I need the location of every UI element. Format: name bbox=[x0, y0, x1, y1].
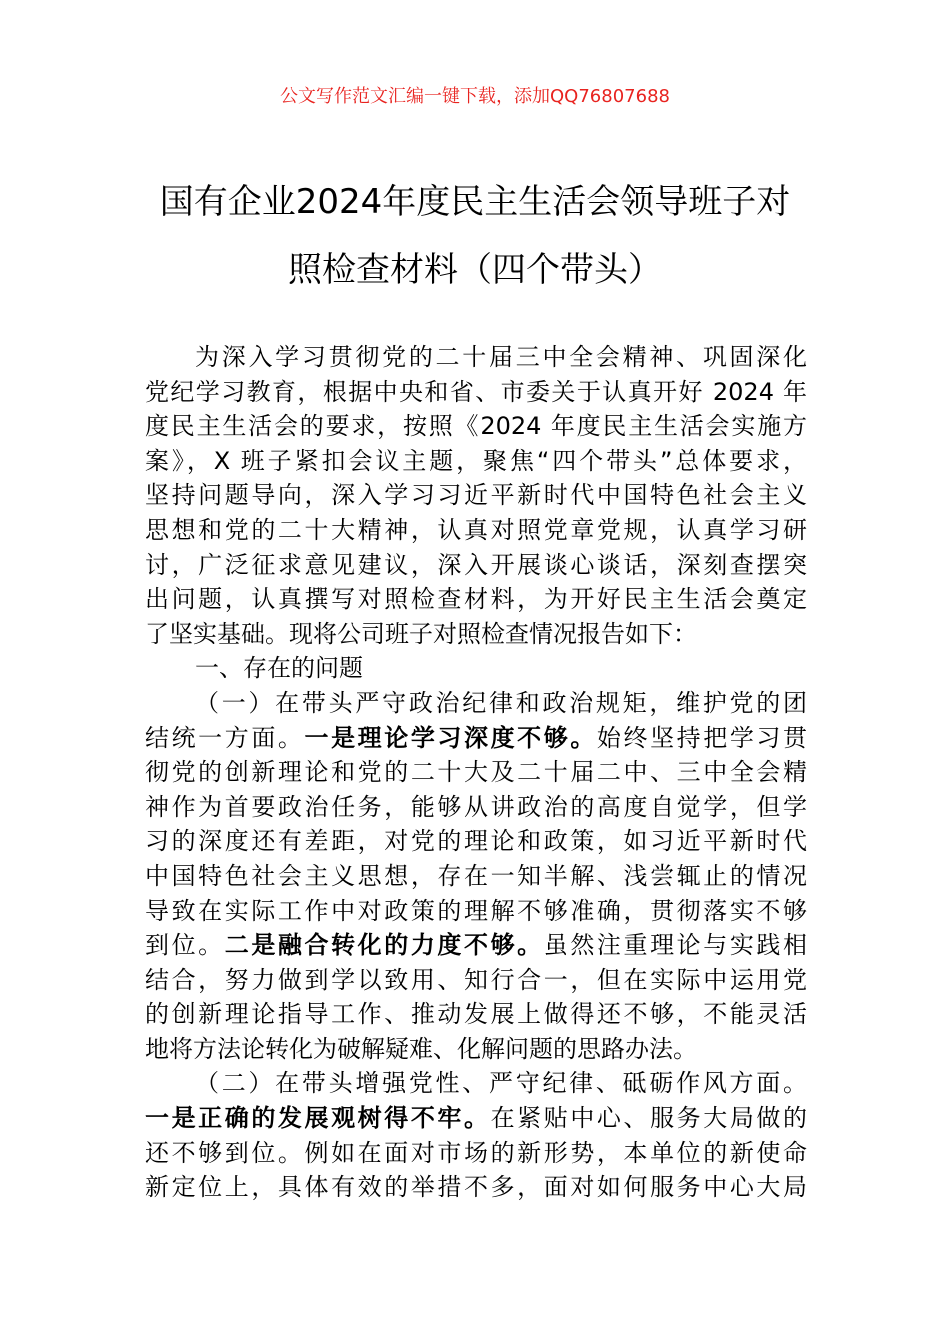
body-text: 出问题，认真撰写对照检查材料，为开好民主生活会奠定 bbox=[145, 585, 807, 614]
body-text: （一）在带头严守政治纪律和政治规矩，维护党的团 bbox=[195, 688, 807, 717]
body-text-line bbox=[145, 1101, 807, 1136]
body-text-line bbox=[145, 894, 807, 929]
body-text: 虽然注重理论与实践相 bbox=[543, 931, 807, 960]
bold-heading-text: 一是理论学习深度不够。 bbox=[304, 723, 597, 752]
body-text-line bbox=[145, 1136, 807, 1171]
body-text: 思想和党的二十大精神，认真对照党章党规，认真学习研 bbox=[145, 515, 807, 544]
body-text-line bbox=[145, 928, 807, 963]
document-body bbox=[145, 340, 807, 1205]
body-text: 神作为首要政治任务，能够从讲政治的高度自觉学，但学 bbox=[145, 792, 807, 821]
body-text-line bbox=[145, 340, 807, 375]
body-text: 在紧贴中心、服务大局做的 bbox=[490, 1104, 807, 1133]
body-text: 到位。 bbox=[145, 931, 225, 960]
bold-heading-text: 二是融合转化的力度不够。 bbox=[224, 931, 544, 960]
body-text: 地将方法论转化为破解疑难、化解问题的思路办法。 bbox=[145, 1034, 697, 1063]
body-text-line bbox=[145, 375, 807, 410]
body-text: 中国特色社会主义思想，存在一知半解、浅尝辄止的情况 bbox=[145, 861, 807, 890]
body-text-line bbox=[145, 997, 807, 1032]
body-text-line bbox=[145, 617, 807, 652]
document-title-line-1: 国有企业2024年度民主生活会领导班子对 bbox=[159, 182, 791, 222]
body-text-line bbox=[145, 478, 807, 513]
body-text: （二）在带头增强党性、严守纪律、砥砺作风方面。 bbox=[195, 1069, 807, 1098]
body-text-line bbox=[145, 686, 807, 721]
body-text: 导致在实际工作中对政策的理解不够准确，贯彻落实不够 bbox=[145, 896, 807, 925]
body-text: 习的深度还有差距，对党的理论和政策，如习近平新时代 bbox=[145, 827, 807, 856]
body-text-line bbox=[145, 721, 807, 756]
body-text-line bbox=[145, 963, 807, 998]
body-text: 案》，X 班子紧扣会议主题，聚焦“四个带头”总体要求， bbox=[145, 446, 807, 475]
body-text-line bbox=[145, 651, 807, 686]
body-text: 结合，努力做到学以致用、知行合一，但在实际中运用党 bbox=[145, 965, 807, 994]
body-text: 结统一方面。 bbox=[145, 723, 305, 752]
watermark-banner: 公文写作范文汇编一键下载，添加QQ76807688 bbox=[280, 86, 670, 107]
body-text: 党纪学习教育，根据中央和省、市委关于认真开好 2024 年 bbox=[145, 377, 807, 406]
body-text-line bbox=[145, 513, 807, 548]
body-text: 一、存在的问题 bbox=[195, 654, 363, 683]
body-text-line bbox=[145, 1032, 807, 1067]
body-text: 度民主生活会的要求，按照《2024 年度民主生活会实施方 bbox=[145, 412, 807, 441]
bold-heading-text: 一是正确的发展观树得不牢。 bbox=[145, 1104, 491, 1133]
body-text: 新定位上，具体有效的举措不多，面对如何服务中心大局 bbox=[145, 1173, 807, 1202]
body-text: 始终坚持把学习贯 bbox=[596, 723, 807, 752]
body-text: 了坚实基础。现将公司班子对照检查情况报告如下： bbox=[145, 619, 697, 648]
body-text: 坚持问题导向，深入学习习近平新时代中国特色社会主义 bbox=[145, 481, 807, 510]
body-text-line bbox=[145, 755, 807, 790]
body-text-line bbox=[145, 1170, 807, 1205]
body-text-line bbox=[145, 824, 807, 859]
body-text: 讨，广泛征求意见建议，深入开展谈心谈话，深刻查摆突 bbox=[145, 550, 807, 579]
body-text-line bbox=[145, 409, 807, 444]
body-text-line bbox=[145, 1066, 807, 1101]
body-text-line bbox=[145, 548, 807, 583]
body-text: 还不够到位。例如在面对市场的新形势，本单位的新使命 bbox=[145, 1138, 807, 1167]
body-text-line bbox=[145, 859, 807, 894]
body-text-line bbox=[145, 790, 807, 825]
body-text: 彻党的创新理论和党的二十大及二十届二中、三中全会精 bbox=[145, 758, 807, 787]
body-text-line bbox=[145, 444, 807, 479]
body-text: 为深入学习贯彻党的二十届三中全会精神、巩固深化 bbox=[195, 343, 807, 371]
document-title-line-2: 照检查材料（四个带头） bbox=[288, 250, 662, 290]
body-text-line bbox=[145, 582, 807, 617]
body-text: 的创新理论指导工作、推动发展上做得还不够，不能灵活 bbox=[145, 1000, 807, 1029]
